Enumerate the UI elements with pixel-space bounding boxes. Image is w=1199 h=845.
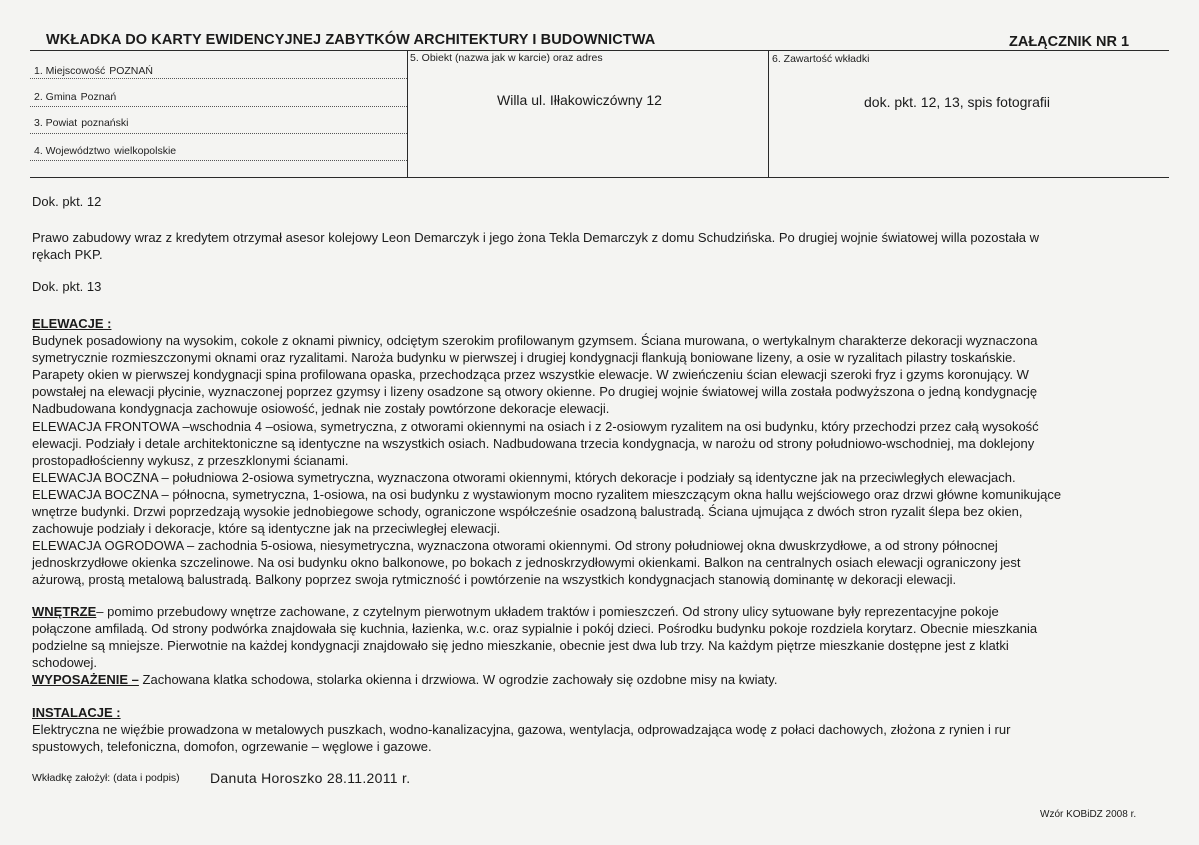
elevations-heading: ELEWACJE : bbox=[32, 316, 112, 331]
field-voivodeship-value: wielkopolskie bbox=[114, 145, 177, 157]
field-object-label: 5. Obiekt (nazwa jak w karcie) oraz adres bbox=[410, 52, 603, 64]
bottom-rule bbox=[30, 177, 1169, 178]
field-locality bbox=[34, 65, 153, 77]
interior-heading: WNĘTRZE bbox=[32, 604, 97, 619]
section-installations bbox=[32, 704, 1162, 755]
equipment-heading: WYPOSAŻENIE – bbox=[32, 672, 139, 687]
field-commune-label: 2. Gmina bbox=[34, 91, 77, 103]
paragraph-line: ELEWACJA BOCZNA – północna, symetryczna, 1-osiowa, na osi budynku z wystawionym mocno ryzalitem mieszczącym okna hallu wejściowego oraz drzwi główne komunikujące bbox=[32, 486, 1062, 502]
section-interior bbox=[32, 603, 1162, 671]
paragraph-line: ELEWACJA OGRODOWA – zachodnia 5-osiowa, niesymetryczna, wyznaczona otworami okiennymi. Od strony południowej okna dwuskrzydłowe, a od strony północnej bbox=[32, 538, 998, 554]
column-divider-2 bbox=[768, 50, 769, 177]
row-rule-4 bbox=[30, 160, 407, 161]
paragraph-line: Budynek posadowiony na wysokim, cokole z oknami piwnicy, odciętym szerokim profilowanym gzymsem. Ściana murowana, o wertykalnym charakterze dekoracji wyznaczona bbox=[32, 333, 1038, 349]
paragraph-line: połączone amfiladą. Od strony podwórka znajdowała się kuchnia, łazienka, w.c. oraz sypialnie i pokój dzieci. Pośrodku budynku pokoje rozdziela korytarz. Obecnie mieszkania bbox=[32, 621, 1038, 636]
field-voivodeship-label: 4. Województwo bbox=[34, 145, 111, 157]
column-divider-1 bbox=[407, 50, 408, 177]
field-locality-label: 1. Miejscowość bbox=[34, 65, 106, 77]
paragraph-line: ELEWACJA FRONTOWA –wschodnia 4 –osiowa, symetryczna, z otworami okiennymi na osiach i z 2-osiowym ryzalitem na osi budynku, który przechodzi przez całą wysokość bbox=[32, 418, 1039, 434]
field-object-value: Willa ul. Iłłakowiczówny 12 bbox=[497, 92, 662, 108]
paragraph-line: rękach PKP. bbox=[32, 247, 103, 262]
paragraph-line: Prawo zabudowy wraz z kredytem otrzymał asesor kolejowy Leon Demarczyk i jego żona Tekla Demarczyk z domu Schudzińska. Po drugiej wojnie światowej willa pozostała w bbox=[32, 230, 1039, 245]
paragraph-line: podzielne są mniejsze. Pierwotnie na każdej kondygnacji znajdowało się jedno mieszkanie, obecnie jest dwa lub trzy. Na każdym piętrze mieszkanie dostępne jest z klatki bbox=[32, 638, 1009, 653]
paragraph-line: schodowej. bbox=[32, 655, 98, 670]
signature-value: Danuta Horoszko 28.11.2011 r. bbox=[210, 770, 411, 786]
sheet-title: WKŁADKA DO KARTY EWIDENCYJNEJ ZABYTKÓW ARCHITEKTURY I BUDOWNICTWA bbox=[46, 32, 656, 48]
annex-label: ZAŁĄCZNIK NR 1 bbox=[1009, 34, 1130, 50]
paragraph-ownership bbox=[32, 229, 1162, 263]
paragraph-line: – pomimo przebudowy wnętrze zachowane, z czytelnym pierwotnym układem traktów i pomieszczeń. Od strony ulicy sytuowane były reprezentacyjne pokoje bbox=[96, 604, 999, 619]
field-county-value: poznański bbox=[81, 117, 129, 129]
paragraph-line: zachowuje podziały i dekoracje, które są identyczne jak na przeciwległej elewacji. bbox=[32, 521, 501, 537]
paragraph-line: spustowych, telefoniczna, domofon, ogrzewanie – węglowe i gazowe. bbox=[32, 739, 432, 754]
form-template-label: Wzór KOBiDZ 2008 r. bbox=[1040, 809, 1137, 820]
section-pkt13-label: Dok. pkt. 13 bbox=[32, 279, 102, 294]
field-commune bbox=[34, 91, 116, 103]
paragraph-line: ELEWACJA BOCZNA – południowa 2-osiowa symetryczna, wyznaczona otworami okiennymi, których dekoracje i podziały są identyczne jak na przeciwległych elewacjach. bbox=[32, 469, 1016, 485]
field-contents-label: 6. Zawartość wkładki bbox=[772, 53, 870, 65]
section-elevations bbox=[32, 315, 1162, 589]
row-rule-3 bbox=[30, 133, 407, 134]
section-pkt12-label: Dok. pkt. 12 bbox=[32, 194, 102, 209]
paragraph-line: Elektryczna ne więźbie prowadzona w metalowych puszkach, wodno-kanalizacyjna, gazowa, wentylacja, odprowadzająca wodę z połaci dachowych, złożona z rynien i rur bbox=[32, 722, 1011, 737]
row-rule-2 bbox=[30, 106, 407, 107]
signature-label: Wkładkę założył: (data i podpis) bbox=[32, 772, 180, 784]
field-voivodeship bbox=[34, 145, 176, 157]
paragraph-line: Nadbudowana kondygnacja zachowuje osiowość, jednak nie zostały powtórzone dekoracje elewacji. bbox=[32, 401, 610, 417]
field-county bbox=[34, 117, 128, 129]
field-commune-value: Poznań bbox=[80, 91, 117, 103]
installations-heading: INSTALACJE : bbox=[32, 705, 121, 720]
paragraph-line: symetrycznie rozmieszczonymi oknami oraz ryzalitami. Naroża budynku w pierwszej i drugiej kondygnacji flankują boniowane lizeny, a osie w ryzalitach pilastry toskańskie. bbox=[32, 350, 1016, 366]
paragraph-line: Parapety okien w pierwszej kondygnacji spina profilowana opaska, przechodząca przez wszystkie elewacje. W zwieńczeniu ścian elewacji szeroki fryz i gzyms koronujący. W bbox=[32, 367, 1029, 383]
field-contents-value: dok. pkt. 12, 13, spis fotografii bbox=[864, 94, 1050, 110]
paragraph-line: jednoskrzydłowe okienka szczelinowe. Na osi budynku okno balkonowe, po bokach z jednoskrzydłowymi okienkami. Balkon na centralnych osiach elewacji ograniczony jest bbox=[32, 555, 1021, 571]
paragraph-line: prostopadłościenny wykusz, z przeszklonymi ścianami. bbox=[32, 452, 349, 468]
field-county-label: 3. Powiat bbox=[34, 117, 78, 129]
field-locality-value: POZNAŃ bbox=[109, 65, 153, 77]
paragraph-line: wnętrze budynki. Drzwi poprzedzają wysokie jednobiegowe schody, ograniczone współcześnie osadzoną balustradą. Ściana ujmująca z dwóch stron ryzalit ślepa bez okien, bbox=[32, 504, 1023, 520]
paragraph-line: elewacji. Podziały i detale architektoniczne są identyczne na wszystkich osiach. Nadbudowana trzecia kondygnacja, w narożu od strony południowo-wschodniej, ma doklejony bbox=[32, 435, 1035, 451]
row-rule-1 bbox=[30, 78, 407, 79]
section-equipment bbox=[32, 671, 1162, 688]
paragraph-line: ażurową, prostą metalową balustradą. Balkony poprzez swoja rytmiczność i powtórzenie na wszystkich kondygnacjach stanowią dominantę w dekoracji elewacji. bbox=[32, 572, 957, 588]
top-rule bbox=[30, 50, 1169, 51]
paragraph-line: Zachowana klatka schodowa, stolarka okienna i drzwiowa. W ogrodzie zachowały się ozdobne misy na kwiaty. bbox=[142, 672, 778, 687]
paragraph-line: powstałej na elewacji płycinie, wyznaczonej poprzez gzymsy i lizeny osadzone są otwory okienne. Po drugiej wojnie światowej willa została podwyższona o jedną kondygnację bbox=[32, 384, 1038, 400]
